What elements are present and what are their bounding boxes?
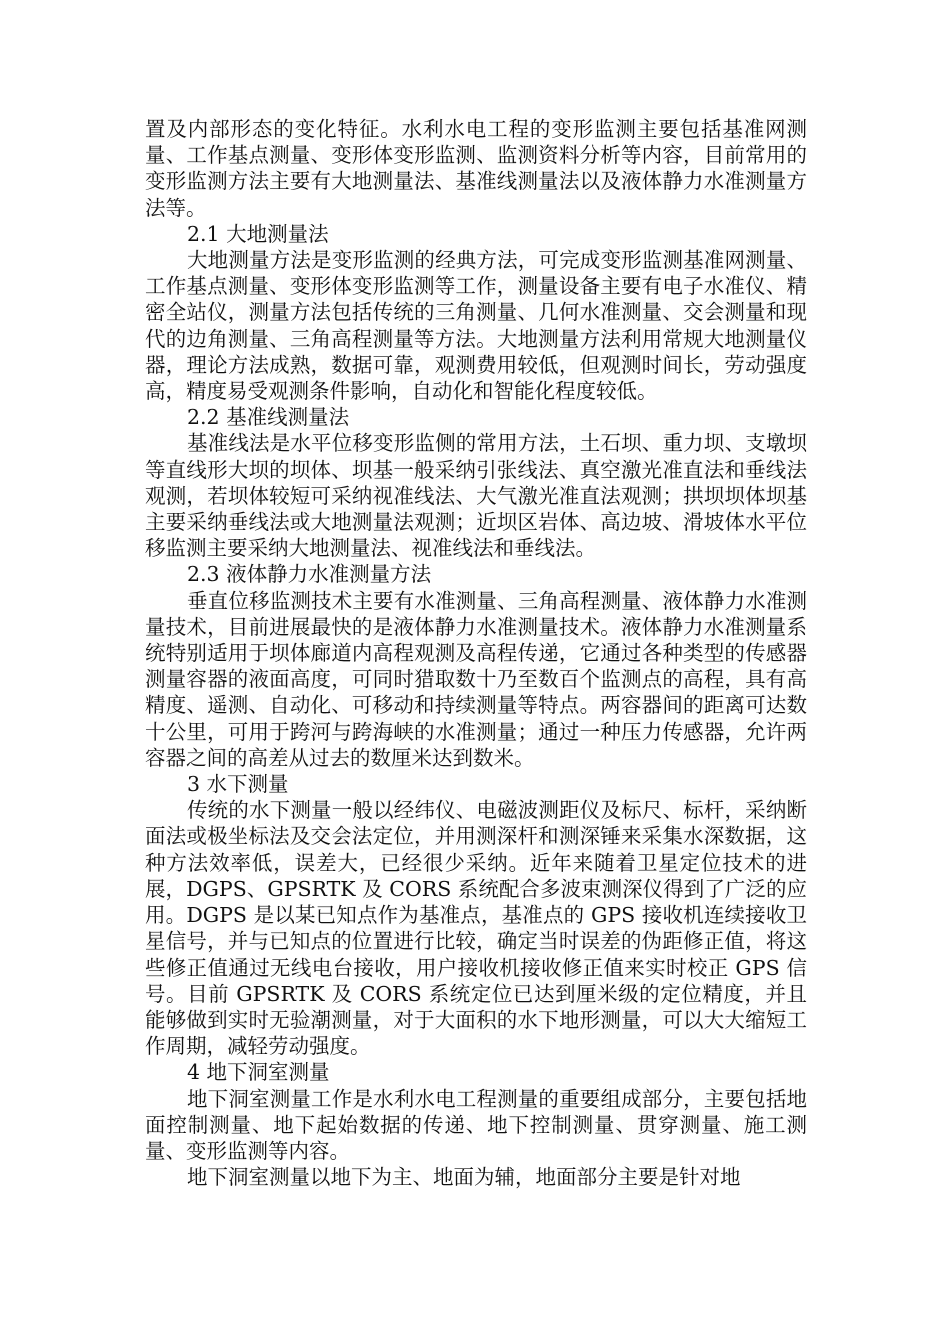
- paragraph-baseline-method: 基准线法是水平位移变形监侧的常用方法，土石坝、重力坝、支墩坝等直线形大坝的坝体、坝基一般采纳引张线法、真空激光准直法和垂线法观测，若坝体较短可采纳视准线法、大气激光准直法观测；拱坝坝体坝基主要采纳垂线法或大地测量法观测；近坝区岩体、高边坡、滑坡体水平位移监测主要采纳大地测量法、视准线法和垂线法。: [145, 431, 807, 561]
- section-heading-4: 4 地下洞室测量: [187, 1060, 330, 1085]
- paragraph-hydrostatic-leveling: 垂直位移监测技术主要有水准测量、三角高程测量、液体静力水准测量技术，目前进展最快的是液体静力水准测量技术。液体静力水准测量系统特别适用于坝体廊道内高程观测及高程传递，它通过各种类型的传感器测量容器的液面高度，可同时猎取数十乃至数百个监测点的高程，具有高精度、遥测、自动化、可移动和持续测量等特点。两容器间的距离可达数十公里，可用于跨河与跨海峡的水准测量；通过一种压力传感器，允许两容器之间的高差从过去的数厘米达到数米。: [145, 588, 807, 770]
- section-heading-2-3: 2.3 液体静力水准测量方法: [187, 562, 432, 587]
- document-body: [145, 116, 807, 1190]
- paragraph-underground-survey-continued: 地下洞室测量以地下为主、地面为辅，地面部分主要是针对地: [187, 1165, 741, 1190]
- paragraph-geodetic-method: 大地测量方法是变形监测的经典方法，可完成变形监测基准网测量、工作基点测量、变形体变形监测等工作，测量设备主要有电子水准仪、精密全站仪，测量方法包括传统的三角测量、几何水准测量、交会测量和现代的边角测量、三角高程测量等方法。大地测量方法利用常规大地测量仪器，理论方法成熟，数据可靠，观测费用较低，但观测时间长，劳动强度高，精度易受观测条件影响，自动化和智能化程度较低。: [145, 248, 807, 404]
- paragraph-deformation-intro: 置及内部形态的变化特征。水利水电工程的变形监测主要包括基准网测量、工作基点测量、变形体变形监测、监测资料分析等内容，目前常用的变形监测方法主要有大地测量法、基准线测量法以及液体静力水准测量方法等。: [145, 117, 807, 220]
- section-heading-2-1: 2.1 大地测量法: [187, 221, 329, 246]
- paragraph-underwater-survey: 传统的水下测量一般以经纬仪、电磁波测距仪及标尺、标杆，采纳断面法或极坐标法及交会法定位，并用测深杆和测深锤来采集水深数据，这种方法效率低，误差大，已经很少采纳。近年来随着卫星定位技术的进展，DGPS、GPSRTK 及 CORS 系统配合多波束测深仪得到了广泛的应用。DGPS 是以某已知点作为基准点，基准点的 GPS 接收机连续接收卫星信号，并与已知点的位置进行比较，确定当时误差的伪距修正值，将这些修正值通过无线电台接收，用户接收机接收修正值来实时校正 GPS 信号。目前 GPSRTK 及 CORS 系统定位已达到厘米级的定位精度，并且能够做到实时无验潮测量，对于大面积的水下地形测量，可以大大缩短工作周期，减轻劳动强度。: [145, 798, 807, 1059]
- paragraph-underground-survey: 地下洞室测量工作是水利水电工程测量的重要组成部分，主要包括地面控制测量、地下起始数据的传递、地下控制测量、贯穿测量、施工测量、变形监测等内容。: [145, 1086, 807, 1163]
- section-heading-3: 3 水下测量: [187, 772, 289, 797]
- section-heading-2-2: 2.2 基准线测量法: [187, 405, 350, 430]
